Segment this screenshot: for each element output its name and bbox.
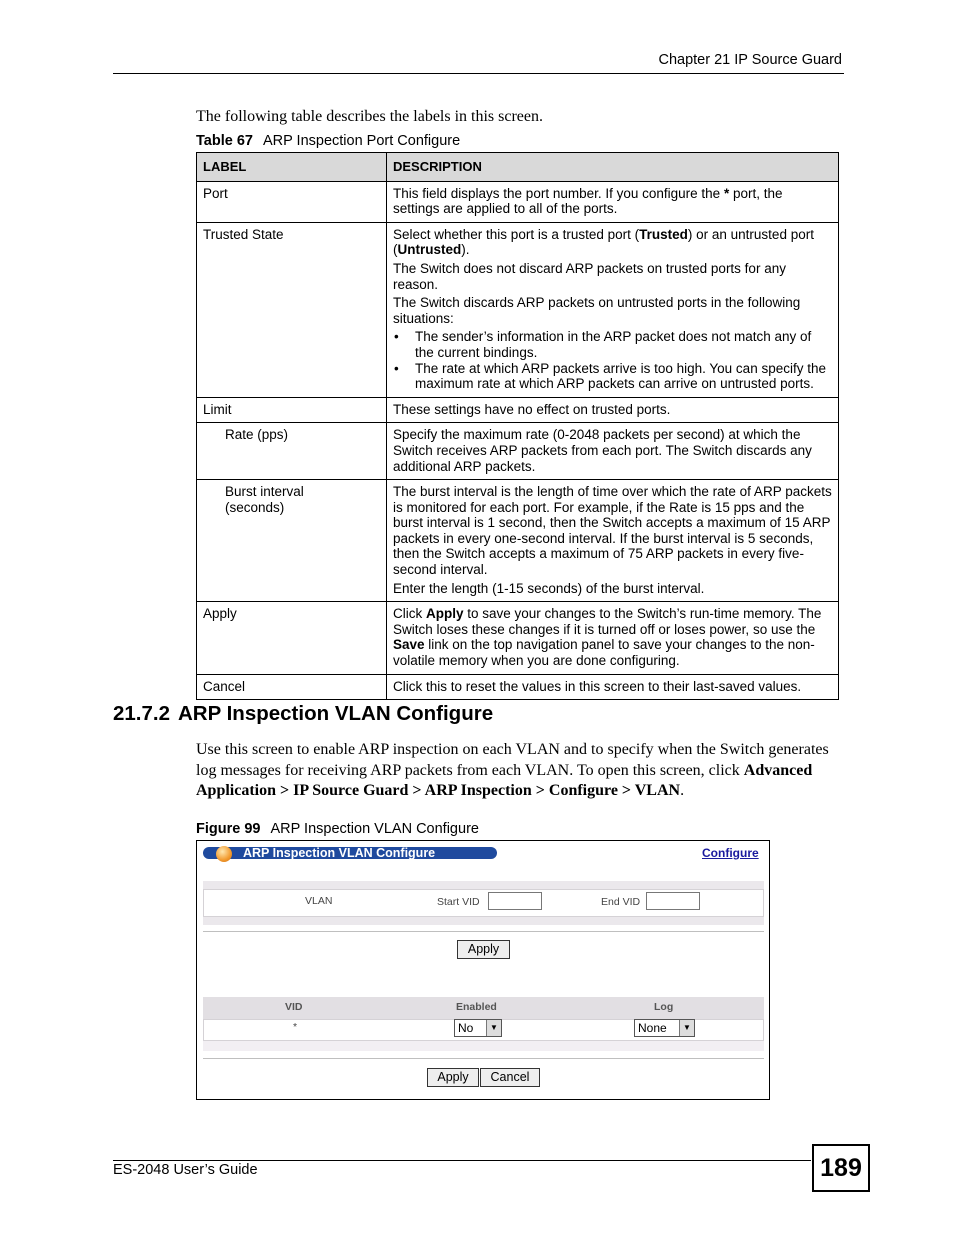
row-vid: * — [293, 1021, 298, 1033]
row-label: Cancel — [197, 674, 387, 700]
table-row — [197, 397, 839, 423]
table-caption-title: ARP Inspection Port Configure — [262, 133, 461, 149]
orb-icon — [216, 846, 232, 862]
vlan-configure-screenshot — [196, 840, 770, 1100]
row-description: Click Apply to save your changes to the Switch’s run-time memory. The Switch loses these changes if it is turned off or loses power, so use the Save link on the top navigation panel to save your changes to the non-volatile memory when you are done configuring. — [387, 602, 839, 674]
start-vid-input[interactable] — [488, 892, 542, 910]
col-enabled-header: Enabled — [456, 1001, 497, 1013]
apply-button[interactable]: Apply — [457, 940, 510, 959]
section-paragraph: Use this screen to enable ARP inspection on each VLAN and to specify when the Switch generates log messages for receiving ARP packets from each VLAN. To open this screen, click Advanced Application > IP Source Guard > ARP Inspection > Configure > VLAN. — [196, 741, 829, 799]
bullet-list — [393, 329, 832, 391]
table-caption — [196, 133, 460, 149]
table-row — [197, 674, 839, 700]
section-heading — [113, 702, 501, 726]
enabled-value: No — [458, 1021, 474, 1035]
row-description: Specify the maximum rate (0-2048 packets per second) at which the Switch receives ARP packets from each port. The Switch discards any additional ARP packets. — [387, 423, 839, 480]
table-caption-number: Table 67 — [196, 133, 253, 149]
chapter-header: Chapter 21 IP Source Guard — [658, 52, 842, 68]
table-header-row — [197, 153, 839, 182]
apply-button[interactable]: Apply — [427, 1068, 479, 1087]
divider — [203, 931, 764, 932]
cancel-button[interactable]: Cancel — [480, 1068, 540, 1087]
page-number: 189 — [812, 1144, 870, 1192]
list-item: • The rate at which ARP packets arrive is too high. You can specify the maximum rate at which ARP packets can arrive on untrusted ports. — [393, 361, 832, 392]
figure-caption-number: Figure 99 — [196, 821, 261, 837]
row-label: Apply — [197, 602, 387, 674]
col-description-header: DESCRIPTION — [387, 153, 839, 182]
row-description: Click this to reset the values in this screen to their last-saved values. — [387, 674, 839, 700]
table-row — [197, 181, 839, 222]
navigation-path: Advanced Application > IP Source Guard > ARP Inspection > Configure > VLAN — [196, 761, 813, 799]
start-vid-label: Start VID — [437, 896, 480, 908]
screen-title: ARP Inspection VLAN Configure — [243, 846, 436, 860]
row-description: These settings have no effect on trusted ports. — [387, 397, 839, 423]
table-row — [197, 423, 839, 480]
row-label: Rate (pps) — [197, 423, 387, 480]
table-row — [197, 480, 839, 602]
footer-guide-title: ES-2048 User’s Guide — [113, 1162, 258, 1178]
log-select[interactable] — [634, 1019, 695, 1037]
row-label: Burst interval (seconds) — [197, 480, 387, 602]
section-title: ARP Inspection VLAN Configure — [178, 702, 494, 725]
label-description-table — [196, 152, 839, 700]
figure-caption-title: ARP Inspection VLAN Configure — [270, 821, 479, 837]
col-vid-header: VID — [285, 1001, 303, 1013]
table-footer-band — [203, 1041, 764, 1051]
table-row — [197, 222, 839, 397]
section-number: 21.7.2 — [113, 702, 170, 725]
row-label: Trusted State — [197, 222, 387, 397]
configure-link[interactable]: Configure — [702, 846, 759, 860]
row-label: Port — [197, 181, 387, 222]
dropdown-arrow-icon: ▼ — [486, 1020, 501, 1036]
figure-caption — [196, 821, 479, 837]
end-vid-input[interactable] — [646, 892, 700, 910]
enabled-select[interactable] — [454, 1019, 502, 1037]
footer-rule — [113, 1160, 811, 1161]
divider — [203, 1058, 764, 1059]
vlan-label: VLAN — [305, 895, 333, 907]
col-label-header: LABEL — [197, 153, 387, 182]
list-item: • The sender’s information in the ARP packet does not match any of the current bindings. — [393, 329, 832, 360]
end-vid-label: End VID — [601, 896, 641, 908]
intro-text: The following table describes the labels in this screen. — [196, 108, 544, 125]
header-rule — [113, 73, 844, 74]
table-row — [197, 602, 839, 674]
row-description: Select whether this port is a trusted port (Trusted) or an untrusted port (Untrusted). The Switch does not discard ARP packets on trusted ports for any reason. The Switch discards ARP packets on untrusted ports in the following situations: • The sender’s information in the ARP packet does not match any of the current bindings. • The rate at which ARP packets arrive is too high. You can specify the maximum rate at which ARP packets can arrive on untrusted ports. — [387, 222, 839, 397]
col-log-header: Log — [654, 1001, 674, 1013]
row-label: Limit — [197, 397, 387, 423]
dropdown-arrow-icon: ▼ — [679, 1020, 694, 1036]
row-description: This field displays the port number. If you configure the * port, the settings are applied to all of the ports. — [387, 181, 839, 222]
row-description: The burst interval is the length of time over which the rate of ARP packets is monitored for each port. For example, if the Rate is 15 pps and the burst interval is 1 second, then the Switch accepts a maximum of 15 ARP packets in every one-second interval. If the burst interval is 5 seconds, then the Switch accepts a maximum of 75 ARP packets in every five-second interval. Enter the length (1-15 seconds) of the burst interval. — [387, 480, 839, 602]
log-value: None — [638, 1021, 667, 1035]
